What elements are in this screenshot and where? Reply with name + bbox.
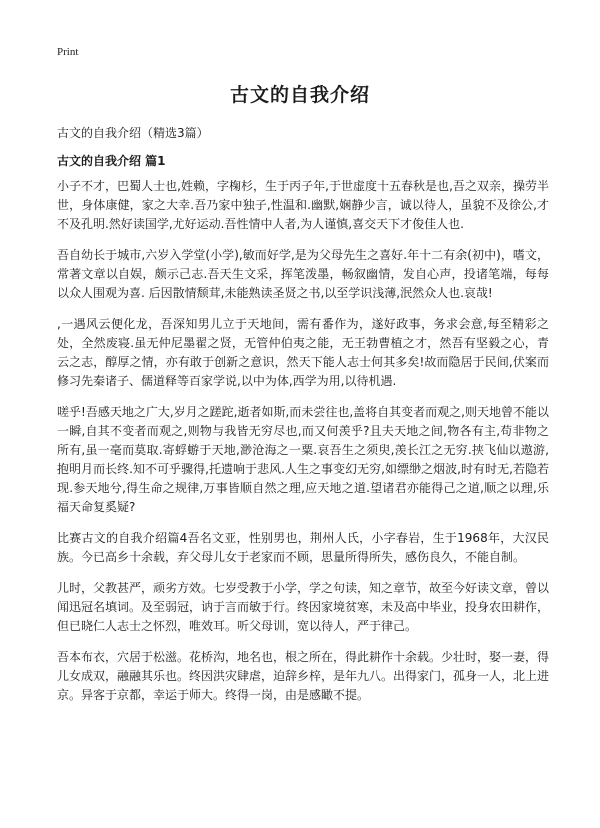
- paragraph: 嗟乎!吾感天地之广大,岁月之蹉跎,逝者如斯,而未尝往也,盖将自其变者而观之,则天地曾不能以一瞬,自其不变者而观之,则物与我皆无穷尽也,而又何羡乎?且夫天地之间,物各有主,苟非物之所有,虽一毫而莫取.寄蜉蝣于天地,渺沧海之一粟.哀吾生之须臾,羡长江之无穷.挟飞仙以遨游,抱明月而长终.知不可乎骤得,托遗响于悲风.人生之事变幻无穷,如缥缈之烟波,时有时无,若隐若现.参天地兮,得生命之规律,万事皆顺自然之理,应天地之道.望诸君亦能得己之道,顺之以理,乐福天命复奚疑?: [57, 405, 549, 514]
- paragraph: 比赛古文的自我介绍篇4吾名文亚，性别男也，荆州人氏，小字春岩，生于1968年，大汉民族。今已高乡十余载，弃父母儿女于老家而不顾，思量所得所失，感伤良久，不能自制。: [57, 531, 549, 564]
- paragraph: 小子不才，巴蜀人士也,姓赖，字椈杉，生于丙子年,于世虚度十五春秋是也,吾之双亲，操劳半世，身体康健，家之大幸.吾乃家中独子,性温和.幽默,娴静少言，诚以待人，虽貌不及徐公,才不及孔明.然好读国学,尤好运动.吾性情中人者,为人谨慎,喜交天下才俊佳人也.: [57, 179, 549, 231]
- paragraph: ,一遇风云便化龙，吾深知男儿立于天地间，需有番作为，遂好政事，务求会意,每至精彩之处，全然废寝.虽无仲尼墨翟之贤，无管仲伯夷之能，无王勃曹植之才，然吾有坚毅之心，青云之志，醇厚之情，亦有敢于创新之意识，然天下能人志士何其多矣!故而隐居于民间,伏案而修习先秦诸子、儒道释等百家学说,以中为体,西学为用,以待机遇.: [57, 317, 549, 388]
- print-link[interactable]: Print: [57, 46, 79, 58]
- article-body: [57, 177, 549, 717]
- section-heading: 古文的自我介绍 篇1: [57, 154, 166, 168]
- document-subtitle: 古文的自我介绍（精选3篇）: [57, 126, 209, 140]
- paragraph: 儿时，父教甚严，顽劣方效。七岁受教于小学，学之句读，知之章节，故至今好读文章，曾以闻迅冠名填词。及至弱冠，讷于言而敏于行。终因家境贫寒，未及高中毕业，投身农田耕作，但已晓仁人志士之怀烈，唯效耳。听父母训，宽以待人，严于律己。: [57, 581, 550, 633]
- page-title: 古文的自我介绍: [229, 84, 370, 106]
- paragraph: 吾本布衣，穴居于松滋。花桥沟，地名也，根之所在，得此耕作十余载。少壮时，娶一妻，得儿女成双，融融其乐也。终因洪灾肆虐，迫辞乡梓，是年九八。出得家门，孤身一人，北上进京。异客于京都，幸运于师大。终得一岗，由是感瞰不提。: [57, 650, 550, 702]
- paragraph: 吾自幼长于城市,六岁入学堂(小学),敏而好学,是为父母先生之喜好.年十二有余(初中)，嗜文，常著文章以自娱，颇示己志.吾天生文采，挥笔泼墨，畅叙幽情，发自心声，投诸笔端，每每以众人围观为喜. 后因散情颓茸,未能熟读圣贤之书,以至学识浅薄,泯然众人也.哀哉!: [57, 248, 549, 300]
